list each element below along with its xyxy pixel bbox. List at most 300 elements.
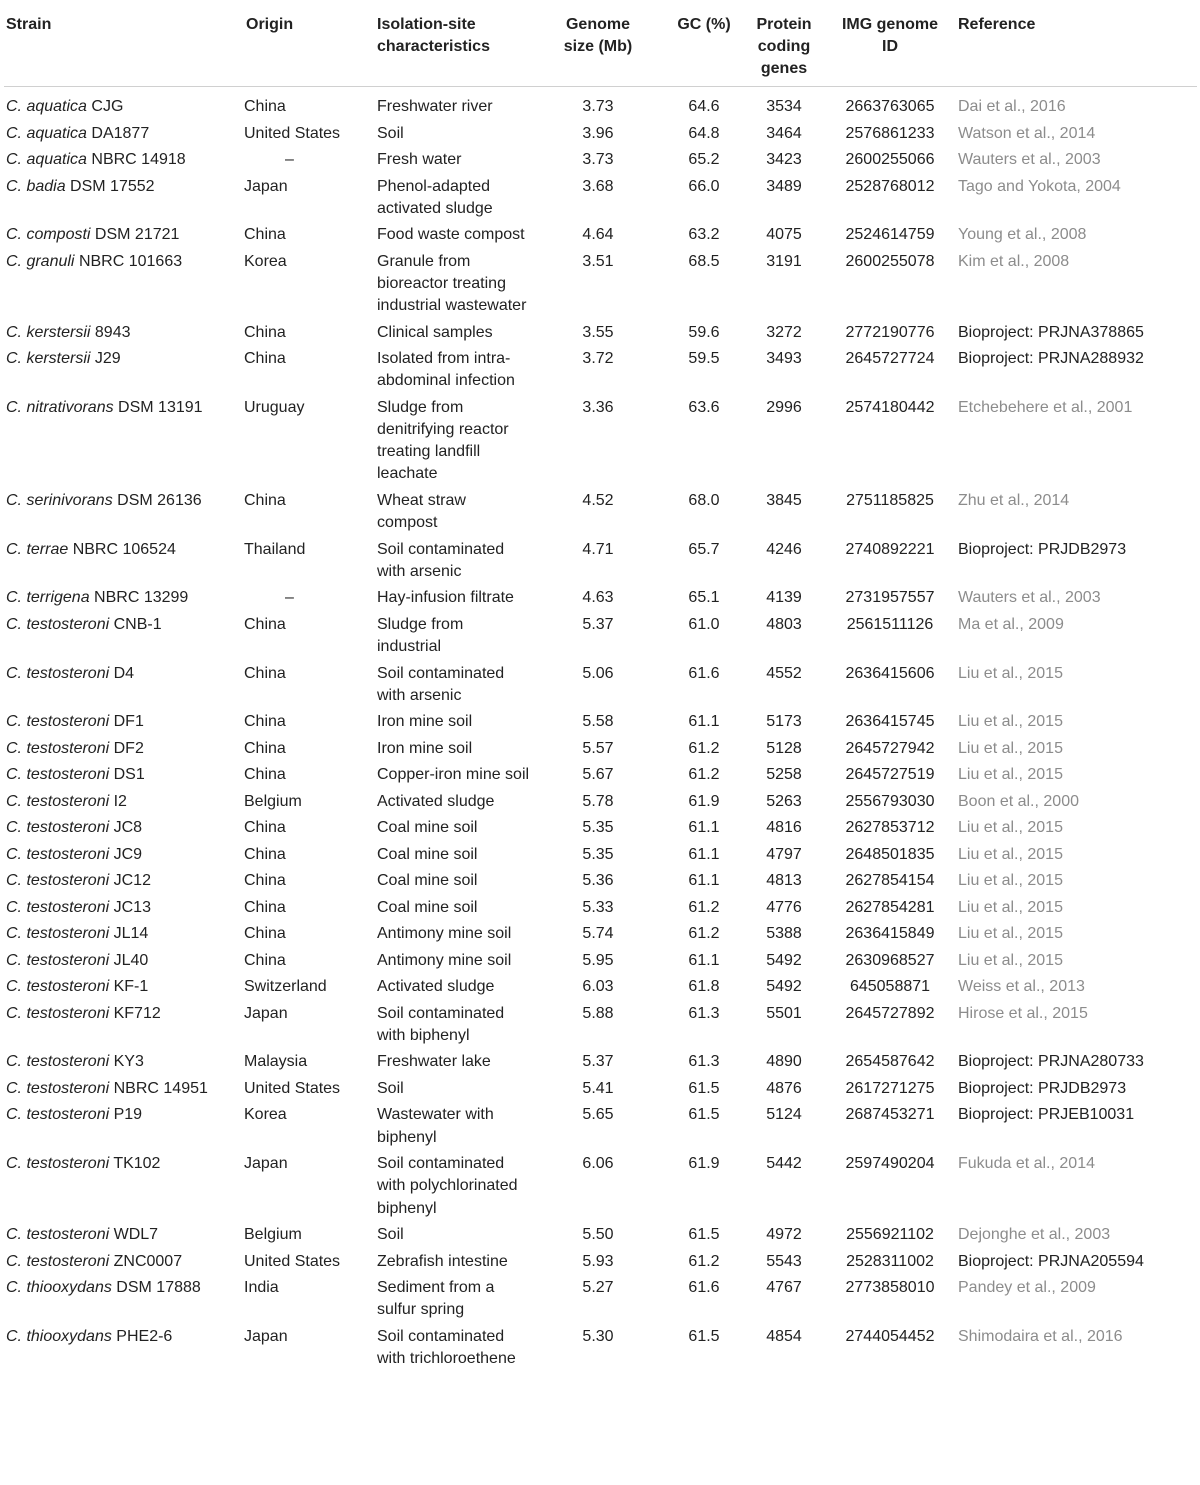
protein-coding-genes-cell: 3464 — [766, 124, 802, 142]
strain-id: D4 — [113, 664, 135, 682]
table-row — [4, 322, 1197, 349]
strain-cell — [4, 149, 244, 176]
genome-size-cell: 5.27 — [582, 1279, 614, 1297]
table-row — [4, 817, 1197, 844]
img-genome-id-cell: 2645727892 — [845, 1004, 935, 1022]
isolation-site-cell: Coal mine soil — [377, 898, 478, 916]
origin-cell: Korea — [244, 1106, 287, 1124]
table-row — [4, 251, 1197, 322]
genome-size-cell: 3.55 — [582, 323, 614, 341]
strain-cell — [4, 1078, 244, 1105]
isolation-site-cell: Coal mine soil — [377, 819, 478, 837]
strain-cell — [4, 738, 244, 765]
strain-id: I2 — [113, 792, 127, 810]
table-row — [4, 1051, 1197, 1078]
img-genome-id-cell: 2751185825 — [846, 491, 934, 509]
table-row — [4, 711, 1197, 738]
protein-coding-genes-cell: 5173 — [766, 713, 802, 731]
protein-coding-genes-cell: 4767 — [766, 1279, 802, 1297]
origin-cell: China — [244, 819, 286, 837]
reference-cell: Dejonghe et al., 2003 — [958, 1226, 1111, 1244]
gc-cell: 61.1 — [688, 713, 720, 731]
img-genome-id-cell: 2773858010 — [845, 1279, 935, 1297]
reference-cell: Wauters et al., 2003 — [958, 589, 1101, 607]
img-genome-id-cell: 2528311002 — [846, 1252, 934, 1270]
table-row — [4, 738, 1197, 765]
isolation-site-cell: Sludge from denitrifying reactor treating landfill leachate — [377, 398, 509, 483]
isolation-site-cell: Activated sludge — [377, 792, 495, 810]
species-name: C. testosteroni — [6, 1226, 110, 1244]
strain-cell — [4, 1251, 244, 1278]
gc-cell: 63.6 — [688, 398, 720, 416]
strain-id: JC13 — [113, 898, 151, 916]
isolation-site-cell: Freshwater river — [377, 98, 493, 115]
gc-cell: 61.2 — [688, 739, 720, 757]
reference-cell: Hirose et al., 2015 — [958, 1004, 1088, 1022]
reference-cell: Liu et al., 2015 — [958, 739, 1063, 757]
origin-cell: China — [244, 951, 286, 969]
protein-coding-genes-cell: 4803 — [766, 615, 802, 633]
table-row — [4, 1326, 1197, 1375]
origin-cell: China — [244, 713, 286, 731]
genome-size-cell: 4.64 — [582, 226, 614, 244]
img-genome-id-cell: 2528768012 — [845, 177, 935, 195]
img-genome-id-cell: 2772190776 — [845, 323, 935, 341]
reference-cell: Shimodaira et al., 2016 — [958, 1327, 1123, 1345]
species-name: C. testosteroni — [6, 1079, 110, 1097]
protein-coding-genes-cell: 3489 — [766, 177, 802, 195]
isolation-site-cell: Zebrafish intestine — [377, 1252, 508, 1270]
protein-coding-genes-cell: 3272 — [766, 323, 802, 341]
strain-cell — [4, 976, 244, 1003]
strain-cell — [4, 176, 244, 225]
strain-id: DSM 17552 — [70, 177, 155, 195]
reference-cell: Liu et al., 2015 — [958, 845, 1063, 863]
reference-cell: Watson et al., 2014 — [958, 124, 1096, 142]
isolation-site-cell: Hay-infusion filtrate — [377, 589, 514, 607]
strain-cell — [4, 817, 244, 844]
table-row — [4, 663, 1197, 712]
gc-cell: 61.6 — [688, 664, 720, 682]
species-name: C. aquatica — [6, 124, 87, 142]
origin-cell: Malaysia — [244, 1053, 308, 1071]
strain-id: KF712 — [113, 1004, 161, 1022]
strain-cell — [4, 791, 244, 818]
species-name: C. granuli — [6, 252, 75, 270]
isolation-site-cell: Phenol-adapted activated sludge — [377, 177, 493, 217]
gc-cell: 61.9 — [688, 1155, 720, 1173]
strain-cell — [4, 1051, 244, 1078]
img-genome-id-cell: 2617271275 — [845, 1079, 935, 1097]
table-row — [4, 123, 1197, 150]
genome-size-cell: 5.57 — [582, 739, 614, 757]
protein-coding-genes-cell: 4972 — [766, 1226, 802, 1244]
species-name: C. testosteroni — [6, 819, 110, 837]
reference-cell: Liu et al., 2015 — [958, 925, 1063, 943]
gc-cell: 65.2 — [688, 151, 720, 168]
reference-cell: Bioproject: PRJDB2973 — [958, 1079, 1127, 1097]
header-genome-size: Genome size (Mb) — [563, 16, 633, 55]
table-row — [4, 348, 1197, 397]
gc-cell: 59.6 — [688, 323, 720, 341]
genome-size-cell: 3.68 — [582, 177, 614, 195]
table-row — [4, 614, 1197, 663]
strain-cell — [4, 1224, 244, 1251]
origin-cell: China — [244, 739, 286, 757]
protein-coding-genes-cell: 5128 — [766, 739, 802, 757]
protein-coding-genes-cell: 5492 — [766, 978, 802, 996]
gc-cell: 61.1 — [688, 951, 720, 969]
img-genome-id-cell: 2645727942 — [845, 739, 935, 757]
protein-coding-genes-cell: 4139 — [766, 589, 802, 607]
strain-cell — [4, 1003, 244, 1052]
table-row — [4, 1104, 1197, 1153]
strain-cell — [4, 870, 244, 897]
origin-cell: Belgium — [244, 792, 302, 810]
gc-cell: 61.2 — [688, 766, 720, 784]
origin-cell: Japan — [244, 1327, 288, 1345]
strain-id: PHE2-6 — [116, 1327, 173, 1345]
img-genome-id-cell: 2645727519 — [845, 766, 935, 784]
isolation-site-cell: Antimony mine soil — [377, 925, 512, 943]
reference-cell: Tago and Yokota, 2004 — [958, 177, 1121, 195]
strain-id: P19 — [113, 1106, 143, 1124]
strain-cell — [4, 224, 244, 251]
gc-cell: 61.5 — [688, 1226, 720, 1244]
img-genome-id-cell: 2648501835 — [845, 845, 935, 863]
reference-cell: Liu et al., 2015 — [958, 898, 1063, 916]
origin-cell: Belgium — [244, 1226, 302, 1244]
origin-cell: China — [244, 98, 286, 115]
isolation-site-cell: Wheat straw compost — [377, 491, 466, 532]
gc-cell: 61.3 — [688, 1053, 720, 1071]
table-row — [4, 844, 1197, 871]
table-row — [4, 149, 1197, 176]
img-genome-id-cell: 2654587642 — [845, 1053, 935, 1071]
species-name: C. testosteroni — [6, 845, 110, 863]
strain-cell — [4, 397, 244, 490]
gc-cell: 63.2 — [688, 226, 720, 244]
species-name: C. testosteroni — [6, 872, 110, 890]
reference-cell: Bioproject: PRJDB2973 — [958, 540, 1127, 558]
origin-cell: – — [285, 589, 294, 607]
table-row — [4, 490, 1197, 539]
protein-coding-genes-cell: 5501 — [766, 1004, 802, 1022]
genome-size-cell: 3.72 — [582, 350, 614, 368]
species-name: C. testosteroni — [6, 1155, 110, 1173]
species-name: C. testosteroni — [6, 615, 110, 633]
table-row — [4, 1078, 1197, 1105]
gc-cell: 65.7 — [688, 540, 720, 558]
origin-cell: China — [244, 323, 286, 341]
img-genome-id-cell: 2627853712 — [845, 819, 935, 837]
isolation-site-cell: Clinical samples — [377, 323, 493, 341]
origin-cell: China — [244, 664, 286, 682]
origin-cell: China — [244, 845, 286, 863]
gc-cell: 64.8 — [688, 124, 720, 142]
species-name: C. testosteroni — [6, 978, 110, 996]
strain-id: NBRC 14918 — [91, 151, 186, 168]
strain-id: ZNC0007 — [113, 1252, 183, 1270]
species-name: C. aquatica — [6, 98, 87, 115]
gc-cell: 61.5 — [688, 1327, 720, 1345]
strain-id: KY3 — [113, 1053, 144, 1071]
gc-cell: 61.1 — [688, 872, 720, 890]
img-genome-id-cell: 2600255066 — [845, 151, 935, 168]
reference-cell: Bioproject: PRJNA205594 — [958, 1252, 1144, 1270]
isolation-site-cell: Soil — [377, 1226, 404, 1244]
img-genome-id-cell: 2645727724 — [845, 350, 935, 368]
strain-cell — [4, 711, 244, 738]
table-row — [4, 791, 1197, 818]
isolation-site-cell: Iron mine soil — [377, 713, 473, 731]
genome-size-cell: 5.88 — [582, 1004, 614, 1022]
genome-size-cell: 5.36 — [582, 872, 614, 890]
table-row — [4, 1277, 1197, 1326]
isolation-site-cell: Soil contaminated with arsenic — [377, 540, 505, 580]
origin-cell: United States — [244, 1079, 341, 1097]
reference-cell: Liu et al., 2015 — [958, 766, 1063, 784]
species-name: C. nitrativorans — [6, 398, 114, 416]
header-strain: Strain — [6, 16, 52, 33]
gc-cell: 61.9 — [688, 792, 720, 810]
genome-size-cell: 4.71 — [582, 540, 614, 558]
strain-id: NBRC 13299 — [94, 589, 189, 607]
genome-size-cell: 3.73 — [582, 98, 614, 115]
gc-cell: 61.2 — [688, 898, 720, 916]
origin-cell: China — [244, 615, 286, 633]
strain-cell — [4, 950, 244, 977]
isolation-site-cell: Soil contaminated with arsenic — [377, 664, 505, 704]
protein-coding-genes-cell: 4797 — [766, 845, 802, 863]
protein-coding-genes-cell: 3845 — [766, 491, 802, 509]
origin-cell: Uruguay — [244, 398, 305, 416]
protein-coding-genes-cell: 4552 — [766, 664, 802, 682]
protein-coding-genes-cell: 4246 — [766, 540, 802, 558]
table-row — [4, 870, 1197, 897]
origin-cell: United States — [244, 124, 341, 142]
isolation-site-cell: Copper-iron mine soil — [377, 766, 530, 784]
genome-size-cell: 5.30 — [582, 1327, 614, 1345]
gc-cell: 68.5 — [688, 252, 720, 270]
header-gc: GC (%) — [677, 16, 731, 33]
img-genome-id-cell: 2630968527 — [845, 951, 935, 969]
strain-id: DF2 — [113, 739, 144, 757]
isolation-site-cell: Soil contaminated with polychlorinated biphenyl — [377, 1155, 518, 1217]
header-protein-coding-genes: Protein coding genes — [756, 16, 812, 77]
strain-cell — [4, 322, 244, 349]
img-genome-id-cell: 2744054452 — [845, 1327, 935, 1345]
genome-size-cell: 3.51 — [582, 252, 614, 270]
species-name: C. thiooxydans — [6, 1279, 112, 1297]
species-name: C. testosteroni — [6, 713, 110, 731]
header-origin: Origin — [246, 16, 294, 33]
isolation-site-cell: Antimony mine soil — [377, 951, 512, 969]
isolation-site-cell: Sludge from industrial — [377, 615, 464, 656]
img-genome-id-cell: 2574180442 — [845, 398, 935, 416]
isolation-site-cell: Freshwater lake — [377, 1053, 491, 1071]
genome-size-cell: 5.95 — [582, 951, 614, 969]
strain-id: DS1 — [113, 766, 145, 784]
strain-cell — [4, 587, 244, 614]
reference-cell: Liu et al., 2015 — [958, 819, 1063, 837]
reference-cell: Bioproject: PRJNA288932 — [958, 350, 1144, 368]
species-name: C. kerstersii — [6, 323, 91, 341]
img-genome-id-cell: 2561511126 — [846, 615, 934, 633]
strain-id: J29 — [94, 350, 121, 368]
img-genome-id-cell: 2687453271 — [845, 1106, 935, 1124]
table-row — [4, 176, 1197, 225]
protein-coding-genes-cell: 3423 — [766, 151, 802, 168]
strain-cell — [4, 897, 244, 924]
strain-cell — [4, 539, 244, 588]
table-row — [4, 1224, 1197, 1251]
strain-cell — [4, 764, 244, 791]
genome-size-cell: 5.50 — [582, 1226, 614, 1244]
table-row — [4, 897, 1197, 924]
protein-coding-genes-cell: 4776 — [766, 898, 802, 916]
gc-cell: 61.1 — [688, 819, 720, 837]
reference-cell: Bioproject: PRJNA378865 — [958, 323, 1144, 341]
strain-cell — [4, 923, 244, 950]
isolation-site-cell: Sediment from a sulfur spring — [377, 1279, 495, 1319]
img-genome-id-cell: 2663763065 — [845, 98, 935, 115]
reference-cell: Kim et al., 2008 — [958, 252, 1070, 270]
table-row — [4, 1251, 1197, 1278]
reference-cell: Weiss et al., 2013 — [958, 978, 1085, 996]
genome-size-cell: 5.37 — [582, 1053, 614, 1071]
genome-size-cell: 5.93 — [582, 1252, 614, 1270]
strain-id: DF1 — [113, 713, 144, 731]
strain-id: JC8 — [113, 819, 143, 837]
genome-size-cell: 5.58 — [582, 713, 614, 731]
table-row — [4, 976, 1197, 1003]
origin-cell: China — [244, 491, 286, 509]
img-genome-id-cell: 2600255078 — [845, 252, 935, 270]
species-name: C. testosteroni — [6, 739, 110, 757]
origin-cell: Japan — [244, 1155, 288, 1173]
reference-cell: Fukuda et al., 2014 — [958, 1155, 1095, 1173]
species-name: C. aquatica — [6, 151, 87, 168]
species-name: C. testosteroni — [6, 1004, 110, 1022]
genome-size-cell: 5.35 — [582, 845, 614, 863]
genome-size-cell: 5.65 — [582, 1106, 614, 1124]
species-name: C. testosteroni — [6, 792, 110, 810]
strain-cell — [4, 1326, 244, 1375]
strain-cell — [4, 490, 244, 539]
protein-coding-genes-cell: 5442 — [766, 1155, 802, 1173]
reference-cell: Young et al., 2008 — [958, 226, 1087, 244]
isolation-site-cell: Wastewater with biphenyl — [377, 1106, 494, 1146]
gc-cell: 61.3 — [688, 1004, 720, 1022]
strain-id: JL14 — [113, 925, 149, 943]
strain-id: DSM 26136 — [117, 491, 202, 509]
strain-id: DSM 13191 — [118, 398, 203, 416]
strain-id: WDL7 — [113, 1226, 159, 1244]
isolation-site-cell: Coal mine soil — [377, 872, 478, 890]
origin-cell: Korea — [244, 252, 287, 270]
strain-id: KF-1 — [113, 978, 149, 996]
protein-coding-genes-cell: 4813 — [766, 872, 802, 890]
genome-size-cell: 3.96 — [582, 124, 614, 142]
genome-size-cell: 6.03 — [582, 978, 614, 996]
header-isolation-site: Isolation-site characteristics — [377, 16, 490, 55]
reference-cell: Liu et al., 2015 — [958, 664, 1063, 682]
isolation-site-cell: Isolated from intra-abdominal infection — [377, 350, 515, 390]
genome-size-cell: 5.06 — [582, 664, 614, 682]
origin-cell: China — [244, 925, 286, 943]
img-genome-id-cell: 645058871 — [849, 978, 931, 996]
origin-cell: United States — [244, 1252, 341, 1270]
img-genome-id-cell: 2627854281 — [845, 898, 935, 916]
protein-coding-genes-cell: 5492 — [766, 951, 802, 969]
origin-cell: China — [244, 226, 286, 244]
strain-id: NBRC 14951 — [113, 1079, 208, 1097]
isolation-site-cell: Soil contaminated with biphenyl — [377, 1004, 505, 1044]
table-row — [4, 923, 1197, 950]
reference-cell: Liu et al., 2015 — [958, 951, 1063, 969]
origin-cell: Japan — [244, 1004, 288, 1022]
genome-size-cell: 4.52 — [582, 491, 614, 509]
origin-cell: China — [244, 766, 286, 784]
species-name: C. terrae — [6, 540, 69, 558]
reference-cell: Zhu et al., 2014 — [958, 491, 1070, 509]
genome-size-cell: 5.67 — [582, 766, 614, 784]
strain-cell — [4, 251, 244, 322]
species-name: C. testosteroni — [6, 664, 110, 682]
species-name: C. testosteroni — [6, 951, 110, 969]
strain-cell — [4, 348, 244, 397]
strain-id: JC12 — [113, 872, 151, 890]
origin-cell: Thailand — [244, 540, 306, 558]
reference-cell: Wauters et al., 2003 — [958, 151, 1101, 168]
gc-cell: 61.2 — [688, 1252, 720, 1270]
protein-coding-genes-cell: 4876 — [766, 1079, 802, 1097]
reference-cell: Pandey et al., 2009 — [958, 1279, 1096, 1297]
genome-size-cell: 3.36 — [582, 398, 614, 416]
species-name: C. serinivorans — [6, 491, 113, 509]
genome-size-cell: 5.74 — [582, 925, 614, 943]
gc-cell: 61.2 — [688, 925, 720, 943]
table-body — [4, 87, 1197, 1375]
isolation-site-cell: Fresh water — [377, 151, 462, 168]
protein-coding-genes-cell: 5543 — [766, 1252, 802, 1270]
genome-size-cell: 6.06 — [582, 1155, 614, 1173]
table-row — [4, 224, 1197, 251]
img-genome-id-cell: 2556921102 — [846, 1226, 934, 1244]
gc-cell: 59.5 — [688, 350, 720, 368]
species-name: C. testosteroni — [6, 1252, 110, 1270]
genome-size-cell: 5.37 — [582, 615, 614, 633]
reference-cell: Etchebehere et al., 2001 — [958, 398, 1133, 416]
header-row — [4, 14, 1197, 87]
protein-coding-genes-cell: 4854 — [766, 1327, 802, 1345]
gc-cell: 61.6 — [688, 1279, 720, 1297]
img-genome-id-cell: 2597490204 — [845, 1155, 935, 1173]
strain-id: NBRC 101663 — [78, 252, 183, 270]
genome-size-cell: 3.73 — [582, 151, 614, 168]
strain-cell — [4, 1104, 244, 1153]
isolation-site-cell: Coal mine soil — [377, 845, 478, 863]
isolation-site-cell: Granule from bioreactor treating industrial wastewater — [377, 252, 527, 315]
isolation-site-cell: Soil — [377, 1079, 404, 1097]
species-name: C. terrigena — [6, 589, 90, 607]
origin-cell: China — [244, 350, 286, 368]
origin-cell: China — [244, 872, 286, 890]
strain-id: DSM 17888 — [116, 1279, 201, 1297]
protein-coding-genes-cell: 5258 — [766, 766, 802, 784]
species-name: C. testosteroni — [6, 925, 110, 943]
